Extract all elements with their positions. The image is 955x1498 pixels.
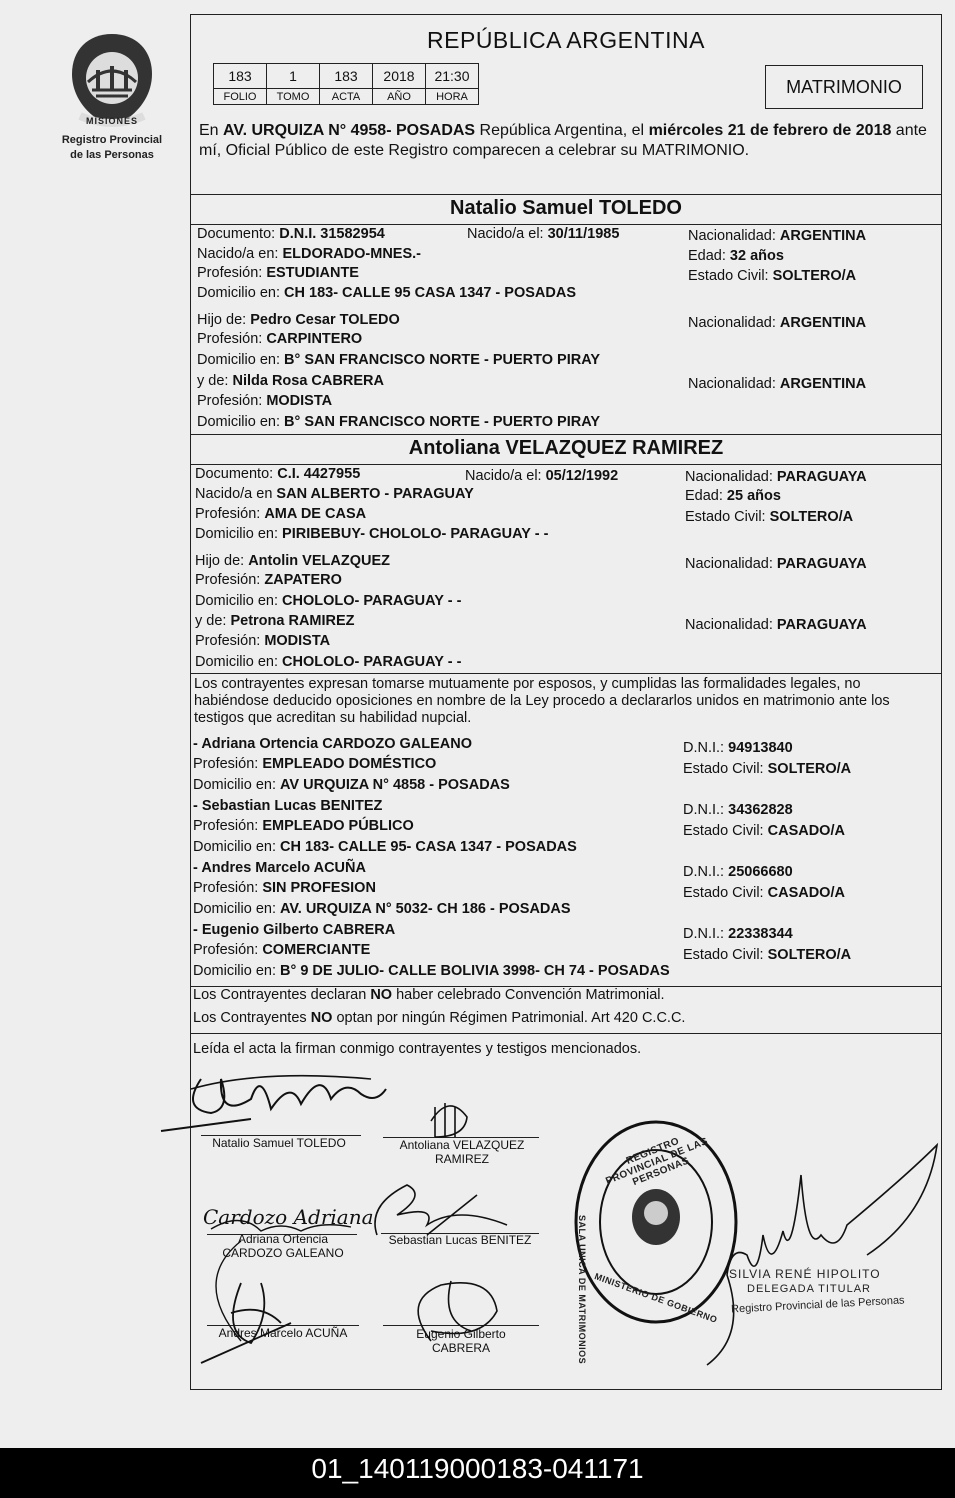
- witness-name: - Sebastian Lucas BENITEZ: [193, 798, 383, 814]
- misiones-crest-icon: [66, 30, 158, 130]
- bride-mother-profession: Profesión: MODISTA: [195, 633, 331, 649]
- intro-text-1: En: [199, 122, 224, 139]
- convention-statement: Los Contrayentes declaran NO haber celebrado Convención Matrimonial.: [193, 987, 665, 1003]
- anio-value: 2018: [373, 64, 426, 89]
- witness-address: Domicilio en: AV URQUIZA N° 4858 - POSADAS: [193, 777, 510, 793]
- intro-text-2: República Argentina, el: [475, 122, 649, 139]
- groom-father-address: Domicilio en: B° SAN FRANCISCO NORTE - PUERTO PIRAY: [197, 352, 601, 368]
- witness-address: Domicilio en: CH 183- CALLE 95- CASA 1347 - POSADAS: [193, 839, 577, 855]
- acta-label: ACTA: [320, 89, 373, 105]
- bride-father-profession: Profesión: ZAPATERO: [195, 572, 342, 588]
- witness-profession: Profesión: COMERCIANTE: [193, 942, 371, 958]
- intro-address: AV. URQUIZA N° 4958- POSADAS: [223, 122, 476, 139]
- regimen-statement: Los Contrayentes NO optan por ningún Régimen Patrimonial. Art 420 C.C.C.: [193, 1010, 686, 1026]
- folio-value: 183: [214, 64, 267, 89]
- witness-address: Domicilio en: B° 9 DE JULIO- CALLE BOLIVIA 3998- CH 74 - POSADAS: [193, 963, 670, 979]
- intro-paragraph: [199, 121, 939, 161]
- logo-caption-2: de las Personas: [70, 149, 154, 161]
- witness-profession: Profesión: SIN PROFESION: [193, 880, 376, 896]
- groom-father-nationality: Nacionalidad: ARGENTINA: [688, 315, 867, 331]
- logo-caption-1: Registro Provincial: [61, 134, 163, 146]
- groom-civil-status: Estado Civil: SOLTERO/A: [688, 268, 857, 284]
- groom-mother: y de: Nilda Rosa CABRERA: [197, 373, 384, 389]
- witness2-signature-name: Sebastian Lucas BENITEZ: [388, 1233, 532, 1247]
- bride-address: Domicilio en: PIRIBEBUY- CHOLOLO- PARAGUAY - -: [195, 526, 549, 542]
- bride-birthdate: Nacido/a el: 05/12/1992: [465, 468, 619, 484]
- witness-civil-status: Estado Civil: CASADO/A: [683, 885, 845, 901]
- witness-dni: D.N.I.: 25066680: [683, 864, 793, 880]
- groom-address: Domicilio en: CH 183- CALLE 95 CASA 1347 - POSADAS: [197, 285, 576, 301]
- hora-label: HORA: [426, 89, 479, 105]
- witness4-signature-name: Eugenio Gilberto CABRERA: [416, 1327, 506, 1355]
- groom-name-heading: Natalio Samuel TOLEDO: [450, 197, 682, 219]
- groom-signature-name: Natalio Samuel TOLEDO: [212, 1136, 346, 1150]
- intro-date: miércoles 21 de febrero de 2018: [648, 122, 892, 139]
- witness3-signature-name: Andres Marcelo ACUÑA: [218, 1326, 348, 1340]
- bride-father-nationality: Nacionalidad: PARAGUAYA: [685, 556, 867, 572]
- bride-profession: Profesión: AMA DE CASA: [195, 506, 367, 522]
- groom-mother-profession: Profesión: MODISTA: [197, 393, 333, 409]
- groom-birthplace: Nacido/a en: ELDORADO-MNES.-: [197, 246, 422, 262]
- reference-table: [213, 63, 479, 105]
- official-name: SILVIA RENÉ HIPOLITO: [729, 1267, 881, 1281]
- page-title: REPÚBLICA ARGENTINA: [427, 27, 705, 53]
- witness-name: - Adriana Ortencia CARDOZO GALEANO: [193, 736, 473, 752]
- witness-profession: Profesión: EMPLEADO DOMÉSTICO: [193, 756, 437, 772]
- divider: [191, 673, 941, 674]
- tomo-value: 1: [267, 64, 320, 89]
- groom-mother-address: Domicilio en: B° SAN FRANCISCO NORTE - PUERTO PIRAY: [197, 414, 601, 430]
- divider: [191, 434, 941, 435]
- registry-logo: [52, 30, 172, 170]
- groom-profession: Profesión: ESTUDIANTE: [197, 265, 359, 281]
- anio-label: AÑO: [373, 89, 426, 105]
- bride-mother-address: Domicilio en: CHOLOLO- PARAGUAY - -: [195, 654, 462, 670]
- witness-name: - Eugenio Gilberto CABRERA: [193, 922, 396, 938]
- witness-address: Domicilio en: AV. URQUIZA N° 5032- CH 186 - POSADAS: [193, 901, 571, 917]
- declaration-text: Los contrayentes expresan tomarse mutuamente por esposos, y cumplidas las formalidades legales, no habiéndose deducido oposiciones en nombre de la Ley procedo a declararlos unidos en matrimonio ante los testigos que acreditan su habilidad nupcial.: [194, 676, 890, 726]
- groom-father: Hijo de: Pedro Cesar TOLEDO: [197, 312, 400, 328]
- seal-bottom-text: MINISTERIO DE GOBIERNO: [593, 1271, 719, 1325]
- official-organization: Registro Provincial de las Personas: [730, 1294, 905, 1316]
- witness-civil-status: Estado Civil: CASADO/A: [683, 823, 845, 839]
- bride-age: Edad: 25 años: [685, 488, 781, 504]
- witness-profession: Profesión: EMPLEADO PÚBLICO: [193, 818, 414, 834]
- witness-dni: D.N.I.: 22338344: [683, 926, 793, 942]
- groom-birthdate: Nacido/a el: 30/11/1985: [467, 226, 620, 242]
- witness-name: - Andres Marcelo ACUÑA: [193, 860, 366, 876]
- document-barcode-code: 01_140119000183-041171: [0, 1448, 955, 1498]
- bride-mother-nationality: Nacionalidad: PARAGUAYA: [685, 617, 867, 633]
- bride-birthplace: Nacido/a en SAN ALBERTO - PARAGUAY: [195, 486, 474, 502]
- bride-signature-name: Antoliana VELAZQUEZ RAMIREZ: [399, 1138, 525, 1166]
- witness1-signature-name: Adriana Ortencia CARDOZO GALEANO: [222, 1232, 344, 1260]
- groom-age: Edad: 32 años: [688, 248, 784, 264]
- hora-value: 21:30: [426, 64, 479, 89]
- acta-value: 183: [320, 64, 373, 89]
- witness-dni: D.N.I.: 34362828: [683, 802, 793, 818]
- official-signature-icon: [687, 1135, 947, 1375]
- seal-inner-text: SALA UNICA DE MATRIMONIOS: [577, 1215, 587, 1365]
- witness-civil-status: Estado Civil: SOLTERO/A: [683, 947, 852, 963]
- bride-document: Documento: C.I. 4427955: [195, 466, 361, 482]
- bride-father: Hijo de: Antolin VELAZQUEZ: [195, 553, 390, 569]
- divider: [191, 194, 941, 195]
- folio-label: FOLIO: [214, 89, 267, 105]
- bride-nationality: Nacionalidad: PARAGUAYA: [685, 469, 867, 485]
- marriage-record-form: [190, 14, 942, 1390]
- bride-father-address: Domicilio en: CHOLOLO- PARAGUAY - -: [195, 593, 462, 609]
- intro-text-3: ante mí, Oficial Público de este Registro comparecen a celebrar su MATRIMONIO.: [199, 122, 927, 159]
- tomo-label: TOMO: [267, 89, 320, 105]
- groom-mother-nationality: Nacionalidad: ARGENTINA: [688, 376, 867, 392]
- divider: [191, 1033, 941, 1034]
- matrimonio-badge: MATRIMONIO: [765, 65, 923, 109]
- bride-mother: y de: Petrona RAMIREZ: [195, 613, 355, 629]
- bride-name-heading: Antoliana VELAZQUEZ RAMIREZ: [408, 437, 724, 459]
- official-role: DELEGADA TITULAR: [747, 1283, 871, 1295]
- bride-signature-icon: [425, 1097, 475, 1141]
- witness2-signature-icon: [367, 1175, 517, 1245]
- witness1-handwriting: Cardozo Adriana: [203, 1205, 374, 1229]
- groom-father-profession: Profesión: CARPINTERO: [197, 331, 363, 347]
- seal-ring-text: REGISTRO PROVINCIAL DE LAS PERSONAS: [604, 1135, 710, 1189]
- groom-signature-icon: [161, 1049, 421, 1139]
- signed-statement: Leída el acta la firman conmigo contrayentes y testigos mencionados.: [193, 1041, 642, 1057]
- groom-document: Documento: D.N.I. 31582954: [197, 226, 385, 242]
- witness4-signature-icon: [401, 1271, 511, 1351]
- groom-nationality: Nacionalidad: ARGENTINA: [688, 228, 867, 244]
- witness3-signature-icon: [191, 1273, 311, 1373]
- bride-civil-status: Estado Civil: SOLTERO/A: [685, 509, 854, 525]
- logo-text: MISIONES: [85, 116, 138, 126]
- witness-dni: D.N.I.: 94913840: [683, 740, 793, 756]
- witness-civil-status: Estado Civil: SOLTERO/A: [683, 761, 852, 777]
